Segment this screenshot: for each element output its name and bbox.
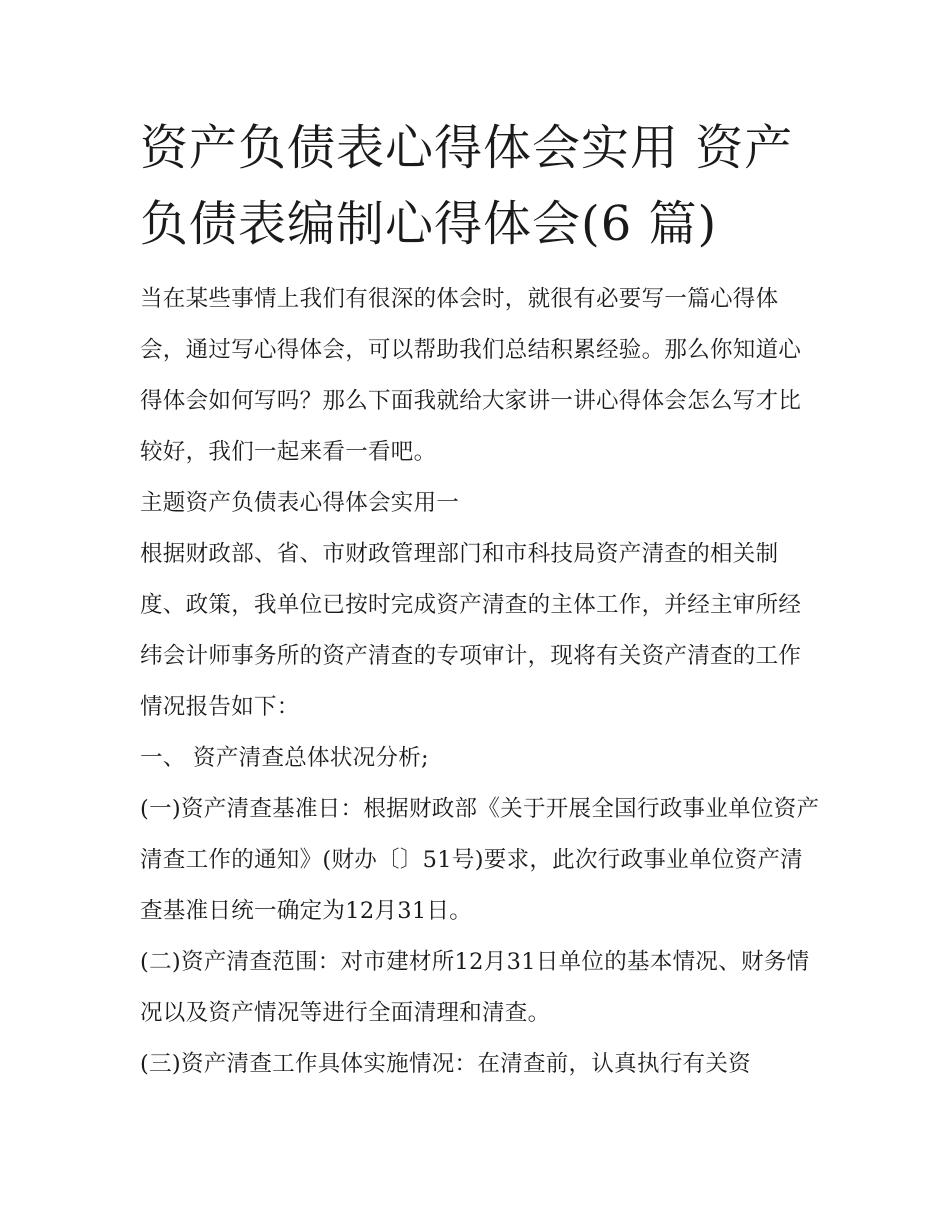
body-paragraph-implementation: (三)资产清查工作具体实施情况：在清查前，认真执行有关资: [140, 1051, 751, 1077]
body-paragraph-scope: (二)资产清查范围：对市建材所12月31日单位的基本情况、财务情况以及资产情况等进行全面清理和清查。: [140, 949, 810, 1026]
body-paragraph-baseline-date: (一)资产清查基准日：根据财政部《关于开展全国行政事业单位资产清查工作的通知》(财办〔〕51号)要求，此次行政事业单位资产清查基准日统一确定为12月31日。: [140, 796, 820, 924]
section-heading: 主题资产负债表心得体会实用一: [140, 490, 460, 516]
document-page: [140, 110, 820, 1090]
intro-paragraph: 当在某些事情上我们有很深的体会时，就很有必要写一篇心得体会，通过写心得体会，可以帮助我们总结积累经验。那么你知道心得体会如何写吗？那么下面我就给大家讲一讲心得体会怎么写才比较好，我们一起来看一看吧。: [140, 286, 802, 465]
section-heading-analysis: 一、 资产清查总体状况分析;: [140, 745, 429, 771]
document-title: 资产负债表心得体会实用 资产负债表编制心得体会(6 篇): [140, 120, 794, 252]
body-paragraph: 根据财政部、省、市财政管理部门和市科技局资产清查的相关制度、政策，我单位已按时完成资产清查的主体工作，并经主审所经纬会计师事务所的资产清查的专项审计，现将有关资产清查的工作情况报告如下：: [140, 541, 802, 720]
